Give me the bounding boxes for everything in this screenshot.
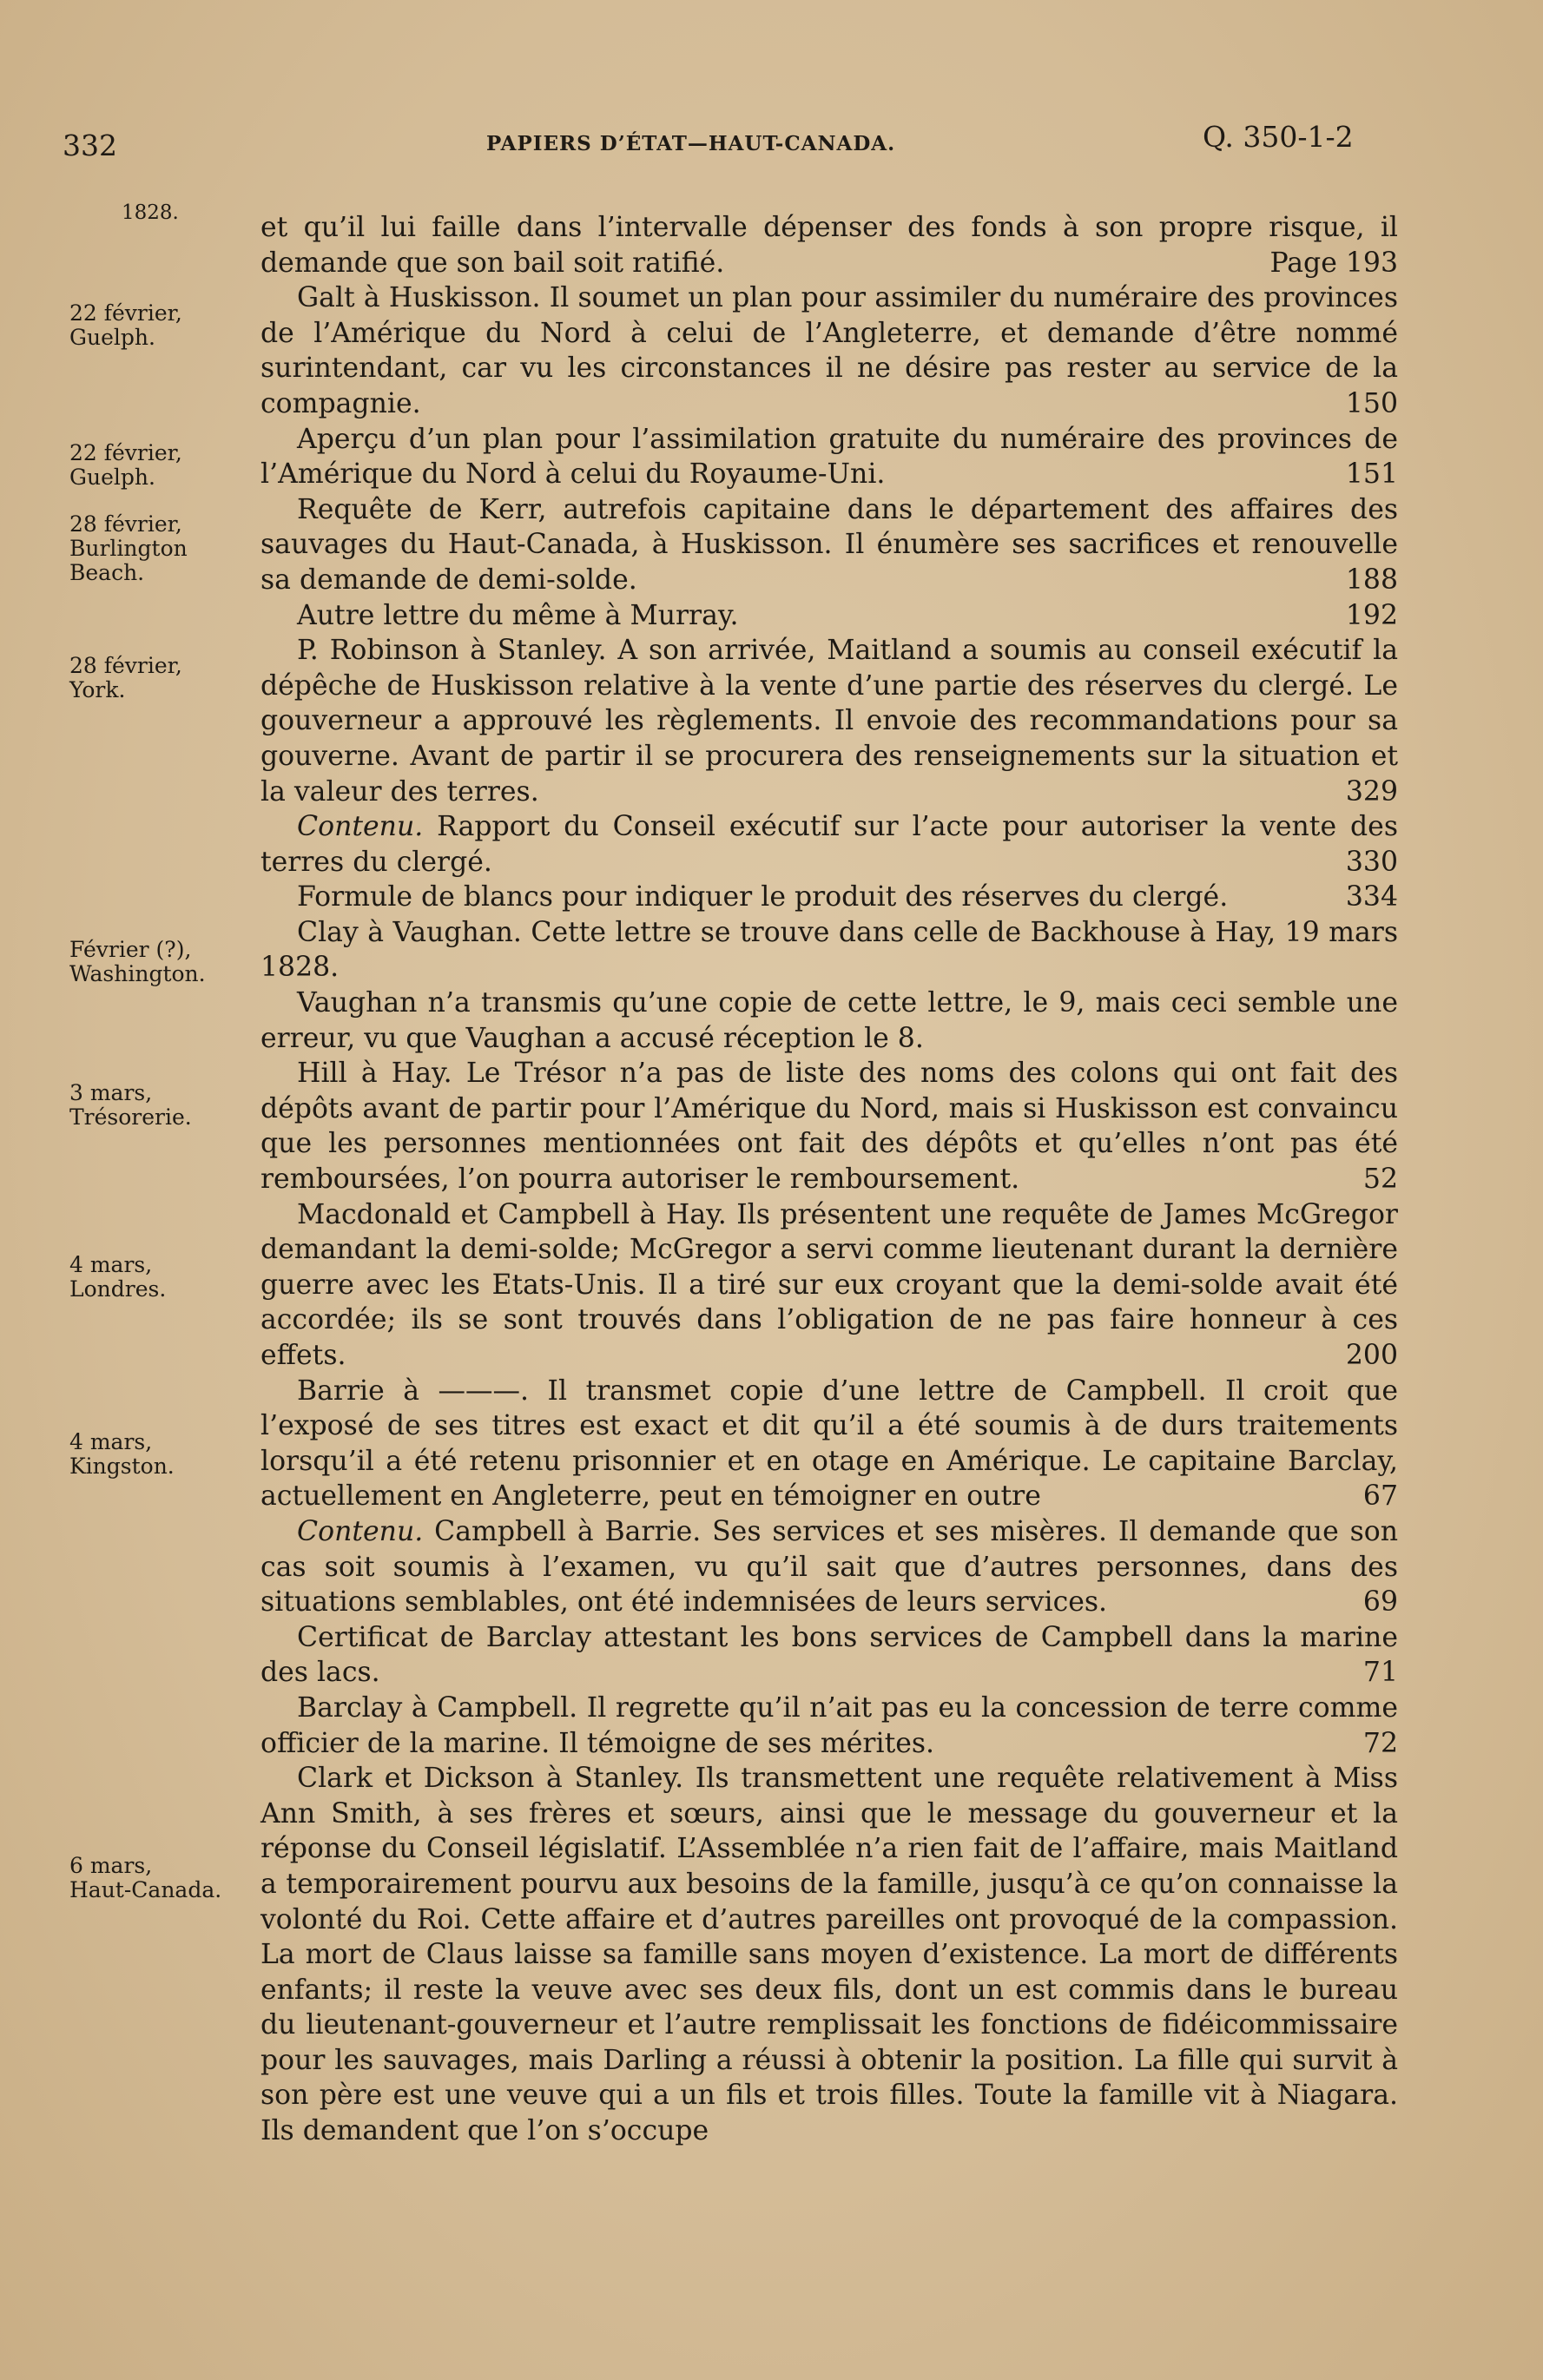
- folio-number: 188: [1345, 564, 1398, 596]
- folio-number: 71: [1362, 1657, 1398, 1689]
- margin-note: 22 février, Guelph.: [69, 300, 182, 350]
- margin-note: 6 mars, Haut-Canada.: [69, 1853, 222, 1902]
- entry-paragraph: Macdonald et Campbell à Hay. Ils présentent une requête de James McGregor demandant la demi-solde; McGregor a servi comme lieutenant durant la dernière guerre avec les Etats-Unis. Il a tiré sur eux croyant que la demi-solde avait été accordée; ils se sont trouvés dans l’obligation de ne pas faire honneur à ces effets. 200: [260, 1197, 1398, 1374]
- folio-number: 67: [1362, 1480, 1398, 1513]
- margin-note: 28 février, Burlington Beach.: [69, 511, 188, 585]
- entry-paragraph: Contenu. Rapport du Conseil exécutif sur l’acte pour autoriser la vente des terres du clergé. 330: [260, 809, 1398, 880]
- margin-note: 4 mars, Kingston.: [69, 1429, 175, 1479]
- entry-paragraph: Barrie à ———. Il transmet copie d’une lettre de Campbell. Il croit que l’exposé de ses titres est exact et dit qu’il a été soumis à de durs traitements lorsqu’il a été retenu prisonnier et en otage en Amérique. Le capitaine Barclay, actuellement en Angleterre, peut en témoigner en outre 67: [260, 1374, 1398, 1514]
- folio-number: Page 193: [1269, 247, 1398, 279]
- folio-number: 330: [1345, 846, 1398, 878]
- folio-number: 192: [1345, 599, 1398, 631]
- entry-paragraph: Certificat de Barclay attestant les bons services de Campbell dans la marine des lacs. 71: [260, 1620, 1398, 1691]
- entry-paragraph: Clark et Dickson à Stanley. Ils transmettent une requête relativement à Miss Ann Smith, à ses frères et sœurs, ainsi que le message du gouverneur et la réponse du Conseil législatif. L’Assemblée n’a rien fait de l’affaire, mais Maitland a temporairement pourvu aux besoins de la famille, jusqu’à ce qu’on connaisse la volonté du Roi. Cette affaire et d’autres pareilles ont provoqué de la compassion. La mort de Claus laisse sa famille sans moyen d’existence. La mort de différents enfants; il reste la veuve avec ses deux fils, dont un est commis dans le bureau du lieutenant-gouverneur et l’autre remplissait les fonctions de fidéicommissaire pour les sauvages, mais Darling a réussi à obtenir la position. La fille qui survit à son père est une veuve qui a un fils et trois filles. Toute la famille vit à Niagara. Ils demandent que l’on s’occupe: [260, 1763, 1398, 2147]
- running-title: PAPIERS D’ÉTAT—HAUT-CANADA.: [486, 132, 896, 155]
- body-text: [260, 210, 1398, 2149]
- contenu-label: Contenu.: [297, 811, 424, 843]
- entry-paragraph: Vaughan n’a transmis qu’une copie de cette lettre, le 9, mais ceci semble une erreur, vu que Vaughan a accusé réception le 8.: [260, 987, 1398, 1054]
- folio-number: 334: [1345, 881, 1398, 913]
- entry-paragraph: et qu’il lui faille dans l’intervalle dépenser des fonds à son propre risque, il demande que son bail soit ratifié. Page 193: [260, 210, 1398, 280]
- entry-paragraph: Galt à Huskisson. Il soumet un plan pour assimiler du numéraire des provinces de l’Amérique du Nord à celui de l’Angleterre, et demande d’être nommé surintendant, car vu les circonstances il ne désire pas rester au service de la compagnie. 150: [260, 280, 1398, 421]
- entry-paragraph: Requête de Kerr, autrefois capitaine dans le département des affaires des sauvages du Haut-Canada, à Huskisson. Il énumère ses sacrifices et renouvelle sa demande de demi-solde. 188: [260, 492, 1398, 598]
- folio-number: 151: [1345, 458, 1398, 491]
- entry-paragraph: Autre lettre du même à Murray. 192: [260, 598, 1398, 634]
- folio-number: 150: [1345, 387, 1398, 419]
- entry-paragraph: Contenu. Campbell à Barrie. Ses services et ses misères. Il demande que son cas soit soumis à l’examen, vu qu’il sait que d’autres personnes, dans des situations semblables, ont été indemnisées de leurs services. 69: [260, 1514, 1398, 1620]
- page-number: 332: [63, 129, 117, 162]
- reference-code: Q. 350-1-2: [1203, 120, 1354, 154]
- folio-number: 69: [1362, 1586, 1398, 1619]
- folio-number: 329: [1345, 775, 1398, 808]
- folio-number: 200: [1345, 1340, 1398, 1371]
- margin-note: 3 mars, Trésorerie.: [69, 1080, 192, 1130]
- entry-paragraph: Aperçu d’un plan pour l’assimilation gratuite du numéraire des provinces de l’Amérique du Nord à celui du Royaume-Uni. 151: [260, 422, 1398, 492]
- margin-note: Février (?), Washington.: [69, 937, 206, 986]
- entry-paragraph: Formule de blancs pour indiquer le produit des réserves du clergé. 334: [260, 880, 1398, 915]
- entry-paragraph: Clay à Vaughan. Cette lettre se trouve dans celle de Backhouse à Hay, 19 mars 1828.: [260, 916, 1398, 984]
- folio-number: 72: [1362, 1727, 1398, 1759]
- margin-note: 4 mars, Londres.: [69, 1252, 167, 1302]
- entry-paragraph: P. Robinson à Stanley. A son arrivée, Maitland a soumis au conseil exécutif la dépêche de Huskisson relative à la vente d’une partie des réserves du clergé. Le gouverneur a approuvé les règlements. Il envoie des recommandations pour sa gouverne. Avant de partir il se procurera des renseignements sur la situation et la valeur des terres. 329: [260, 633, 1398, 809]
- margin-note: 28 février, York.: [69, 653, 182, 702]
- folio-number: 52: [1362, 1164, 1398, 1196]
- entry-paragraph: Hill à Hay. Le Trésor n’a pas de liste des noms des colons qui ont fait des dépôts avant de partir pour l’Amérique du Nord, mais si Huskisson est convaincu que les personnes mentionnées ont fait des dépôts et qu’elles n’ont pas été remboursées, l’on pourra autoriser le remboursement. 52: [260, 1056, 1398, 1197]
- contenu-label: Contenu.: [297, 1515, 424, 1547]
- year-label: 1828.: [122, 201, 179, 224]
- margin-note: 22 février, Guelph.: [69, 440, 182, 490]
- entry-paragraph: Barclay à Campbell. Il regrette qu’il n’ait pas eu la concession de terre comme officier de la marine. Il témoigne de ses mérites. 72: [260, 1691, 1398, 1761]
